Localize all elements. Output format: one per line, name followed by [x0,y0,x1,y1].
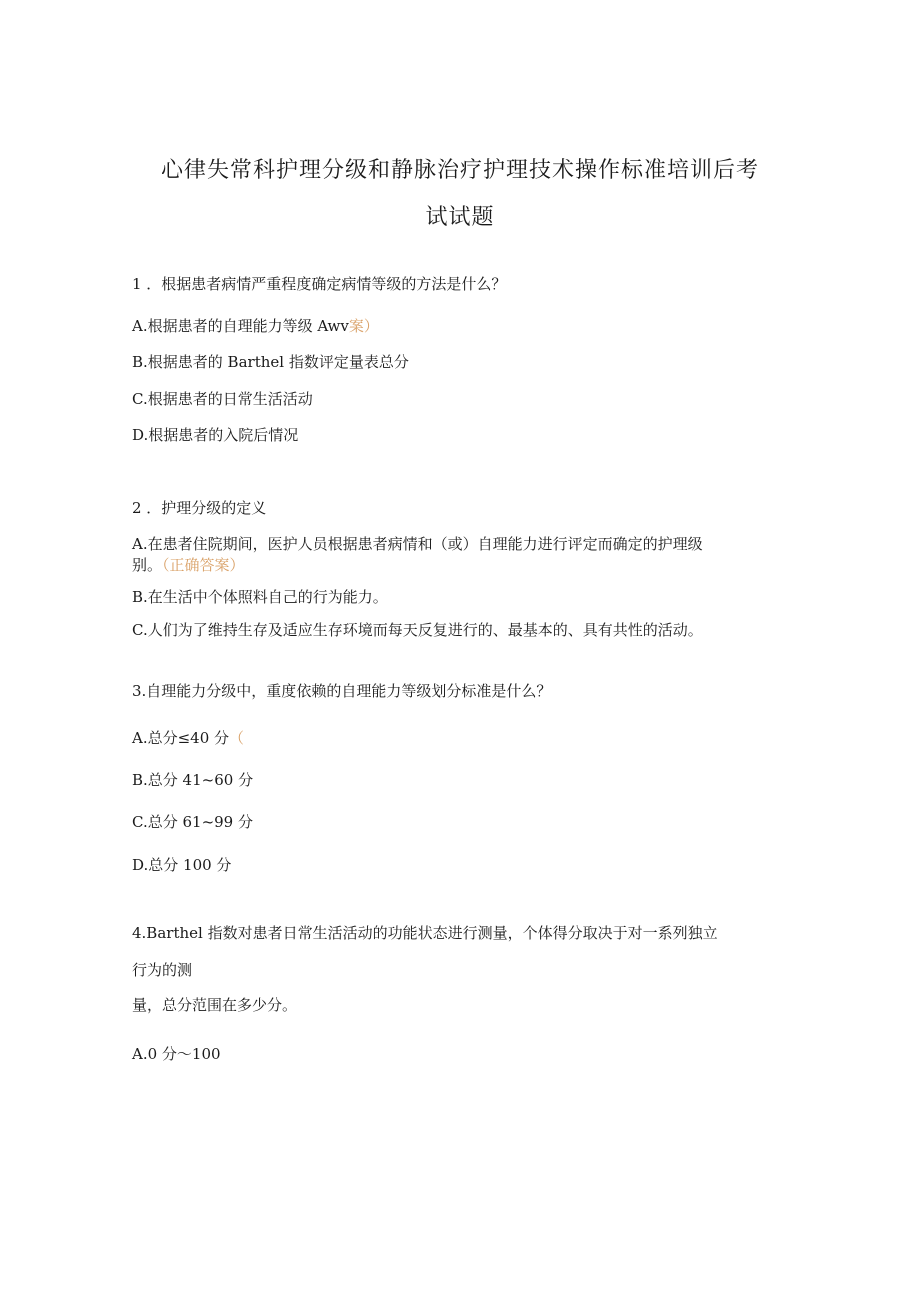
question-3-option-b: B.总分 41~60 分 [132,771,254,789]
option-text: 别。 [132,556,163,574]
document-title-line-1: 心律失常科护理分级和静脉治疗护理技术操作标准培训后考 [160,158,759,183]
question-2-option-b: B.在生活中个体照料自己的行为能力。 [132,588,388,606]
option-text: A.总分≤40 分 [132,729,230,747]
answer-note: （正确答案） [162,556,245,574]
question-4-stem-line-1: 4.Barthel 指数对患者日常生活活动的功能状态进行测量，个体得分取决于对一系列独立 [132,924,718,942]
question-1-option-b: B.根据患者的 Barthel 指数评定量表总分 [132,353,409,371]
question-4-stem-line-2: 行为的测 [132,961,193,979]
question-4-stem-line-3: 量，总分范围在多少分。 [132,996,298,1014]
question-3-option-d: D.总分 100 分 [132,856,232,874]
option-text: A.根据患者的自理能力等级 Awv [132,317,349,335]
question-1-option-c: C.根据患者的日常生活活动 [132,390,313,408]
question-4-option-a: A.0 分～100 [132,1045,221,1063]
question-2-option-c: C.人们为了维持生存及适应生存环境而每天反复进行的、最基本的、具有共性的活动。 [132,621,703,639]
question-1-option-a [132,316,379,336]
question-1-option-d: D.根据患者的入院后情况 [132,426,299,444]
answer-note: 案） [348,317,379,335]
answer-note: （ [229,729,245,747]
question-2-option-a-line-1: A.在患者住院期间，医护人员根据患者病情和（或）自理能力进行评定而确定的护理级 [132,535,703,553]
question-2-option-a-line-2 [132,555,245,575]
question-3-option-c: C.总分 61~99 分 [132,813,253,831]
question-3-stem: 3.自理能力分级中，重度依赖的自理能力等级划分标准是什么？ [132,682,552,700]
question-3-option-a [132,728,244,748]
document-title-line-2: 试试题 [425,205,495,230]
question-2-stem: 2 ．护理分级的定义 [132,499,267,517]
question-1-stem: 1 ．根据患者病情严重程度确定病情等级的方法是什么？ [132,275,507,293]
